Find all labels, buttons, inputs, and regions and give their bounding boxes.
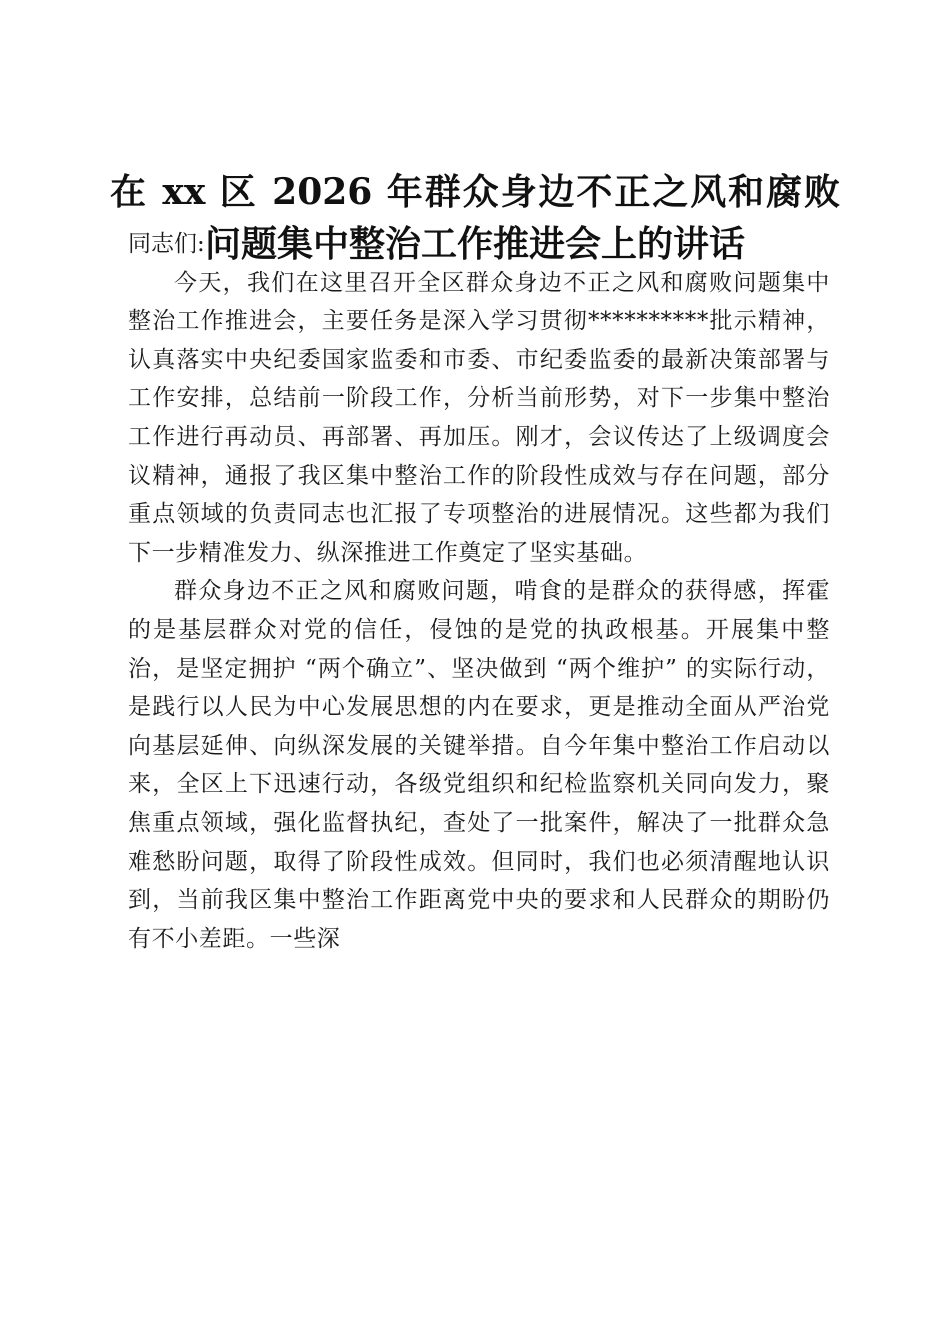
document-body	[128, 225, 830, 958]
document-title: 在 xx 区 2026 年群众身边不正之风和腐败问题集中整治工作推进会上的讲话	[110, 171, 840, 265]
paragraph-1: 今天，我们在这里召开全区群众身边不正之风和腐败问题集中整治工作推进会，主要任务是深入学习贯彻**********批示精神，认真落实中央纪委国家监委和市委、市纪委监委的最新决策部署与工作安排，总结前一阶段工作，分析当前形势，对下一步集中整治工作进行再动员、再部署、再加压。刚才，会议传达了上级调度会议精神，通报了我区集中整治工作的阶段性成效与存在问题，部分重点领域的负责同志也汇报了专项整治的进展情况。这些都为我们下一步精准发力、纵深推进工作奠定了坚实基础。	[128, 269, 830, 566]
paragraph-2: 群众身边不正之风和腐败问题，啃食的是群众的获得感，挥霍的是基层群众对党的信任，侵蚀的是党的执政根基。开展集中整治，是坚定拥护 “两个确立”、坚决做到 “两个维护” 的实际行动，是践行以人民为中心发展思想的内在要求，更是推动全面从严治党向基层延伸、向纵深发展的关键举措。自今年集中整治工作启动以来，全区上下迅速行动，各级党组织和纪检监察机关同向发力，聚焦重点领域，强化监督执纪，查处了一批案件，解决了一批群众急难愁盼问题，取得了阶段性成效。但同时，我们也必须清醒地认识到，当前我区集中整治工作距离党中央的要求和人民群众的期盼仍有不小差距。一些深	[128, 578, 830, 952]
salutation: 同志们:	[128, 231, 205, 257]
